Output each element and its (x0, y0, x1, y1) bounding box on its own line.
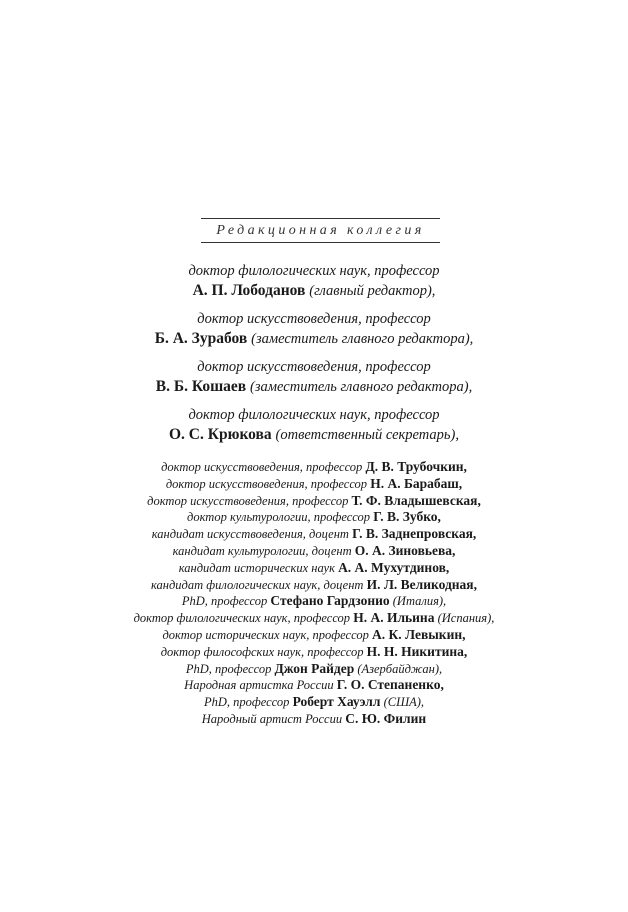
editor-role: (главный редактор), (309, 283, 436, 299)
member-row (74, 593, 554, 610)
editor-name: А. П. Лободанов (192, 282, 306, 299)
editor-role: (заместитель главного редактора), (250, 379, 473, 395)
member-degree: доктор искусствоведения, профессор (147, 493, 349, 508)
heading-block (201, 218, 440, 243)
member-row (74, 677, 554, 694)
member-row (74, 509, 554, 526)
editor-name-line (100, 329, 528, 349)
member-degree: PhD, профессор (185, 661, 272, 676)
member-degree: доктор искусствоведения, профессор (161, 460, 363, 474)
senior-editor-entry (100, 406, 528, 445)
member-name: Стефано Гардзонио (270, 593, 390, 609)
member-country: (США), (383, 695, 425, 710)
editor-name-line (100, 281, 528, 301)
member-name: Г. В. Заднепровская, (352, 526, 477, 542)
member-degree: доктор филологических наук, профессор (133, 611, 351, 626)
member-row (74, 644, 554, 661)
member-degree: доктор искусствоведения, профессор (165, 476, 368, 491)
member-degree: доктор культурологии, профессор (187, 510, 371, 525)
editor-degree: доктор филологических наук, профессор (188, 263, 440, 279)
member-row (74, 694, 554, 711)
editor-name-line (100, 425, 528, 445)
member-row (74, 661, 554, 678)
member-degree: кандидат исторических наук (178, 560, 335, 575)
member-degree: доктор философских наук, профессор (160, 644, 364, 659)
senior-editors (100, 262, 528, 454)
member-name: А. А. Мухутдинов, (338, 559, 450, 575)
member-name: А. К. Левыкин, (371, 626, 466, 642)
editor-degree: доктор искусствоведения, профессор (197, 359, 431, 375)
editor-name: Б. А. Зурабов (154, 330, 248, 347)
member-degree: PhD, профессор (181, 594, 268, 609)
editor-name: О. С. Крюкова (169, 426, 272, 443)
member-country: (Испания), (437, 611, 495, 626)
board-members (74, 459, 554, 728)
editor-name-line (100, 377, 528, 397)
editor-role: (заместитель главного редактора), (251, 331, 474, 347)
member-country: (Италия), (392, 594, 447, 609)
member-degree: PhD, профессор (203, 695, 290, 710)
member-name: Н. А. Барабаш, (370, 475, 463, 491)
editor-role: (ответственный секретарь), (275, 427, 459, 443)
senior-editor-entry (100, 310, 528, 349)
member-row (74, 543, 554, 560)
member-row (74, 560, 554, 577)
member-degree: кандидат культурологии, доцент (172, 543, 352, 558)
editor-name: В. Б. Кошаев (155, 378, 247, 395)
member-degree: кандидат филологических наук, доцент (151, 577, 364, 592)
member-degree: Народная артистка России (184, 678, 334, 693)
senior-editor-entry (100, 262, 528, 301)
member-name: Т. Ф. Владышевская, (351, 492, 481, 508)
member-name: Н. А. Ильина (353, 610, 435, 626)
section-heading: Редакционная коллегия (216, 223, 425, 238)
editor-degree: доктор искусствоведения, профессор (197, 311, 431, 327)
editor-degree: доктор филологических наук, профессор (188, 407, 440, 423)
member-name: Г. О. Степаненко, (336, 677, 444, 693)
heading-rule-bottom (201, 242, 440, 243)
member-degree: кандидат искусствоведения, доцент (151, 527, 349, 542)
member-name: И. Л. Великодная, (366, 576, 477, 592)
member-row (74, 459, 554, 476)
member-name: О. А. Зиновьева, (354, 542, 456, 558)
member-row (74, 610, 554, 627)
member-name: Н. Н. Никитина, (366, 643, 468, 659)
member-row (74, 476, 554, 493)
member-name: Д. В. Трубочкин, (365, 459, 467, 474)
member-row (74, 526, 554, 543)
member-row (74, 627, 554, 644)
senior-editor-entry (100, 358, 528, 397)
member-degree: Народный артист России (201, 711, 343, 726)
member-row (74, 711, 554, 728)
member-name: С. Ю. Филин (345, 710, 427, 726)
member-name: Роберт Хауэлл (292, 694, 381, 710)
member-country: (Азербайджан), (357, 661, 443, 676)
member-name: Джон Райдер (274, 660, 355, 676)
member-name: Г. В. Зубко, (373, 509, 441, 525)
member-degree: доктор исторических наук, профессор (162, 627, 369, 642)
member-row (74, 577, 554, 594)
member-row (74, 493, 554, 510)
